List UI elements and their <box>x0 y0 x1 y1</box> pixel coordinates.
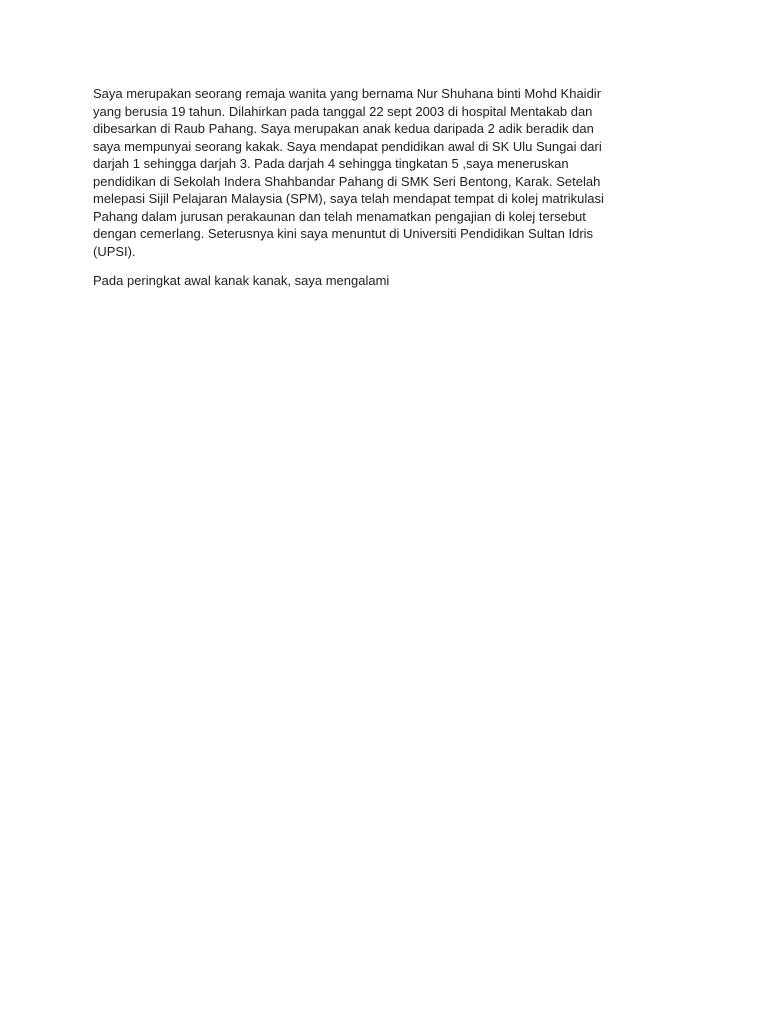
document-body <box>93 85 665 302</box>
paragraph-childhood: Pada peringkat awal kanak kanak, saya mengalami <box>93 273 390 288</box>
paragraph-biography: Saya merupakan seorang remaja wanita yang bernama Nur Shuhana binti Mohd Khaidir yang berusia 19 tahun. Dilahirkan pada tanggal 22 sept 2003 di hospital Mentakab dan dibesarkan di Raub Pahang. Saya merupakan anak kedua daripada 2 adik beradik dan saya mempunyai seorang kakak. Saya mendapat pendidikan awal di SK Ulu Sungai dari darjah 1 sehingga darjah 3. Pada darjah 4 sehingga tingkatan 5 ,saya meneruskan pendidikan di Sekolah Indera Shahbandar Pahang di SMK Seri Bentong, Karak. Setelah melepasi Sijil Pelajaran Malaysia (SPM), saya telah mendapat tempat di kolej matrikulasi Pahang dalam jurusan perakaunan dan telah menamatkan pengajian di kolej tersebut dengan cemerlang. Seterusnya kini saya menuntut di Universiti Pendidikan Sultan Idris (UPSI). <box>93 86 604 259</box>
